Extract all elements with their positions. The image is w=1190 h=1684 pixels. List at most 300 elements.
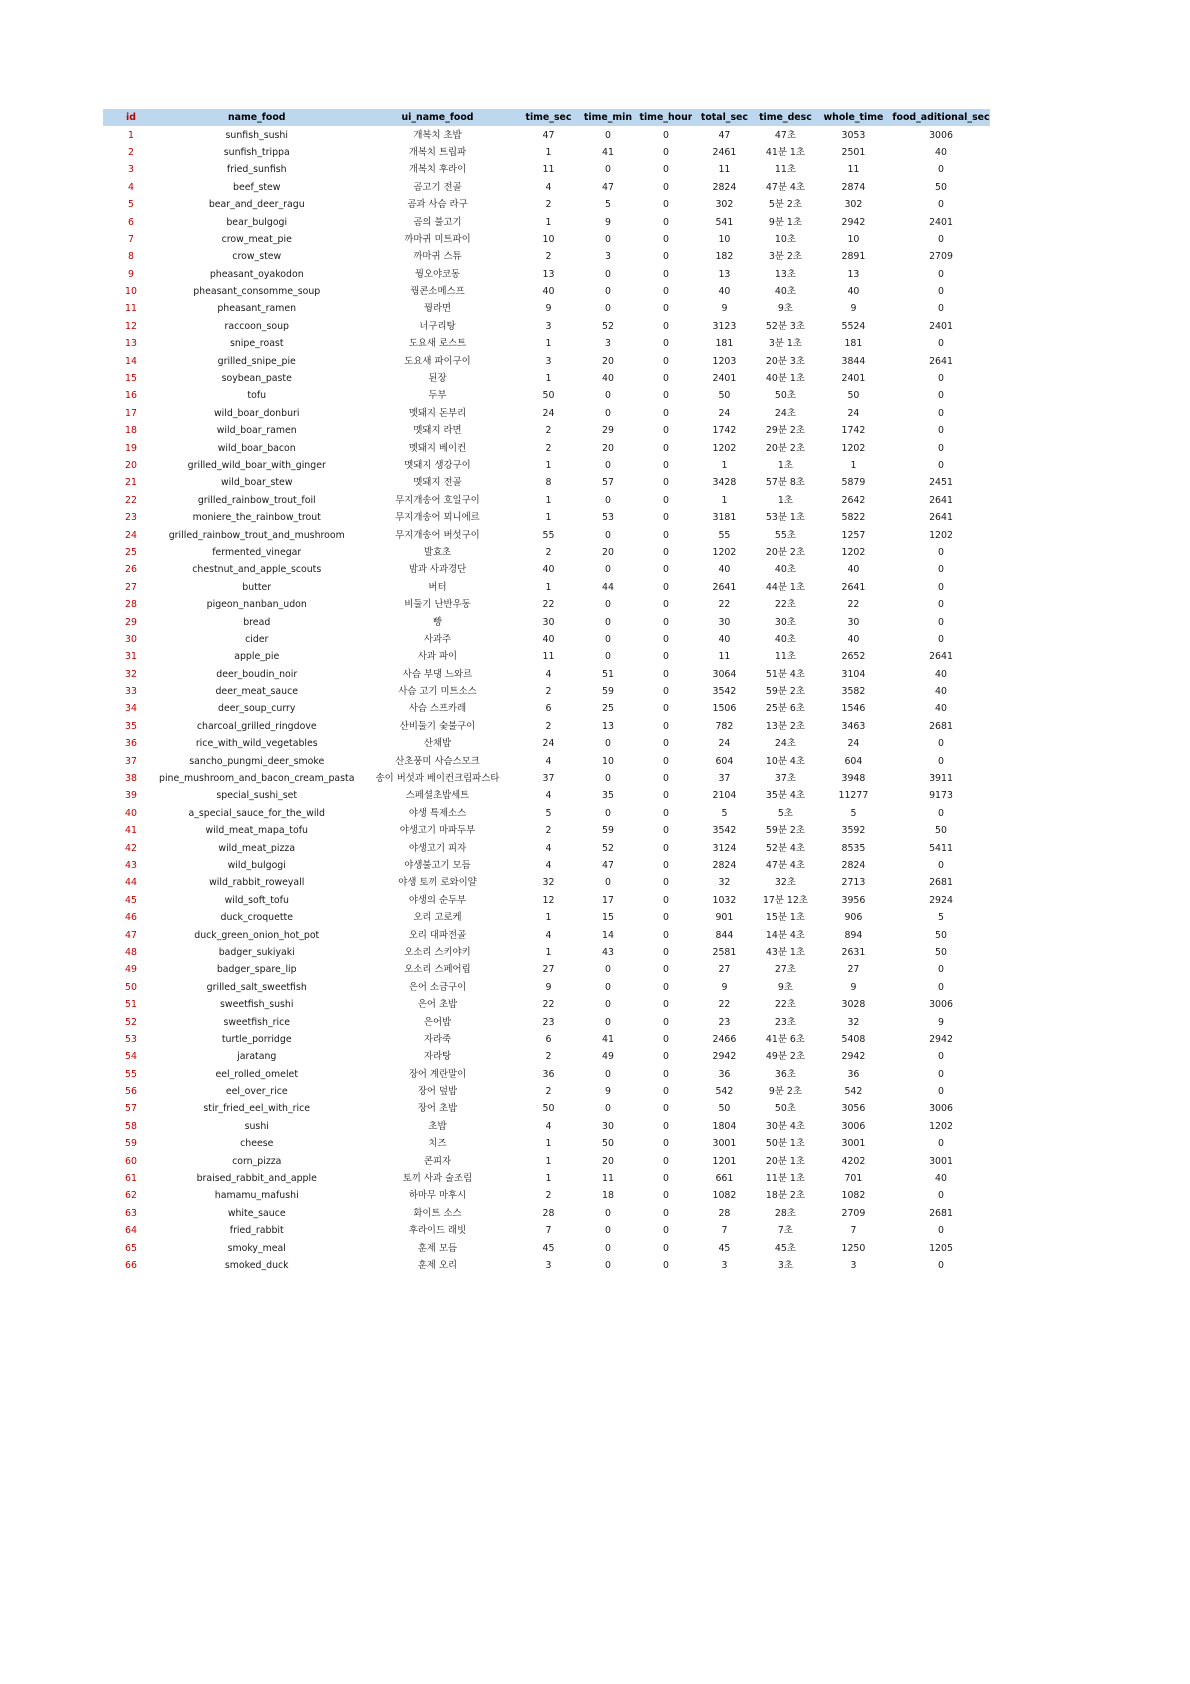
cell-time-desc: 5분 2초 xyxy=(768,199,802,211)
cell-total-sec: 10 xyxy=(718,233,731,245)
cell-time-desc: 40분 1초 xyxy=(765,373,805,385)
cell-time-hour: 0 xyxy=(662,564,669,576)
cell-id: 38 xyxy=(125,773,137,785)
cell-whole-time: 3028 xyxy=(841,999,866,1011)
cell-whole-time: 542 xyxy=(844,1086,863,1098)
cell-ui-name-food: 꿩콘소메스프 xyxy=(410,286,465,298)
cell-time-sec: 2 xyxy=(545,251,552,263)
table-row xyxy=(103,352,990,369)
cell-name-food: fermented_vinegar xyxy=(212,546,302,558)
cell-time-hour: 0 xyxy=(662,964,669,976)
cell-time-sec: 37 xyxy=(542,773,555,785)
cell-time-min: 0 xyxy=(605,407,611,419)
cell-time-sec: 1 xyxy=(545,581,552,593)
cell-total-sec: 901 xyxy=(715,912,734,924)
cell-food-aditional-sec: 0 xyxy=(938,981,944,993)
cell-time-desc: 43분 1초 xyxy=(765,946,805,958)
cell-time-sec: 55 xyxy=(542,529,555,541)
cell-time-hour: 0 xyxy=(662,790,669,802)
table-row xyxy=(103,335,990,352)
cell-id: 45 xyxy=(125,894,137,906)
cell-time-desc: 49분 2초 xyxy=(765,1051,805,1063)
cell-time-sec: 2 xyxy=(545,199,552,211)
cell-name-food: grilled_snipe_pie xyxy=(217,355,296,367)
cell-food-aditional-sec: 3911 xyxy=(929,773,953,785)
cell-whole-time: 3053 xyxy=(841,129,866,141)
cell-food-aditional-sec: 50 xyxy=(935,181,947,193)
cell-time-hour: 0 xyxy=(662,164,669,176)
cell-time-sec: 1 xyxy=(545,512,552,524)
cell-name-food: charcoal_grilled_ringdove xyxy=(196,720,317,732)
cell-time-min: 43 xyxy=(602,946,614,958)
cell-time-sec: 4 xyxy=(545,1120,552,1132)
cell-total-sec: 541 xyxy=(715,216,734,228)
cell-ui-name-food: 사과주 xyxy=(423,633,452,645)
table-row xyxy=(103,1205,990,1222)
cell-whole-time: 3001 xyxy=(841,1138,866,1150)
cell-name-food: wild_boar_donburi xyxy=(214,407,300,419)
cell-total-sec: 2824 xyxy=(712,859,737,871)
cell-id: 2 xyxy=(128,146,134,158)
cell-time-sec: 1 xyxy=(545,1155,552,1167)
cell-ui-name-food: 오소리 스키야키 xyxy=(404,946,471,958)
cell-food-aditional-sec: 40 xyxy=(935,146,947,158)
food-time-table xyxy=(103,109,990,1274)
cell-id: 61 xyxy=(125,1173,137,1185)
cell-time-min: 13 xyxy=(602,720,614,732)
column-header-time-sec: time_sec xyxy=(520,109,576,126)
cell-time-min: 0 xyxy=(605,1103,611,1115)
cell-food-aditional-sec: 2709 xyxy=(929,251,953,263)
cell-whole-time: 3006 xyxy=(841,1120,866,1132)
cell-time-sec: 1 xyxy=(545,460,552,471)
cell-name-food: sunfish_sushi xyxy=(225,129,288,141)
cell-id: 31 xyxy=(125,651,137,663)
cell-food-aditional-sec: 0 xyxy=(938,1190,944,1202)
cell-food-aditional-sec: 0 xyxy=(938,268,944,280)
cell-time-min: 50 xyxy=(602,1138,614,1150)
cell-time-desc: 23초 xyxy=(774,1016,796,1028)
column-header-food-aditional-sec: food_aditional_sec xyxy=(892,109,989,126)
cell-whole-time: 2874 xyxy=(841,181,866,193)
cell-total-sec: 50 xyxy=(718,390,731,402)
cell-whole-time: 1202 xyxy=(841,442,866,454)
cell-whole-time: 2713 xyxy=(841,877,866,889)
cell-id: 4 xyxy=(128,181,134,193)
cell-food-aditional-sec: 0 xyxy=(938,442,944,454)
cell-time-desc: 35분 4초 xyxy=(765,790,805,802)
cell-time-desc: 5초 xyxy=(777,807,793,819)
cell-ui-name-food: 곰의 불고기 xyxy=(413,216,462,228)
cell-time-desc: 53분 1초 xyxy=(765,512,805,524)
table-row xyxy=(103,161,990,178)
table-row xyxy=(103,700,990,717)
cell-id: 24 xyxy=(125,529,137,541)
cell-whole-time: 4202 xyxy=(841,1155,866,1167)
cell-time-sec: 4 xyxy=(545,842,552,854)
cell-whole-time: 1742 xyxy=(841,425,866,437)
cell-time-sec: 13 xyxy=(542,268,555,280)
cell-id: 17 xyxy=(125,407,137,419)
cell-time-desc: 20분 3초 xyxy=(765,355,805,367)
cell-whole-time: 2824 xyxy=(841,859,866,871)
cell-time-hour: 0 xyxy=(662,1086,669,1098)
cell-time-min: 59 xyxy=(602,686,614,698)
cell-name-food: wild_soft_tofu xyxy=(224,894,289,906)
cell-time-sec: 2 xyxy=(545,1190,552,1202)
cell-total-sec: 11 xyxy=(718,651,731,663)
cell-time-desc: 24초 xyxy=(774,738,796,750)
cell-whole-time: 2709 xyxy=(841,1207,866,1219)
cell-id: 53 xyxy=(125,1033,137,1045)
cell-time-desc: 45초 xyxy=(774,1242,796,1254)
cell-ui-name-food: 비둘기 난반우동 xyxy=(404,599,471,611)
cell-time-desc: 1초 xyxy=(777,494,793,506)
cell-name-food: white_sauce xyxy=(227,1207,286,1219)
cell-time-desc: 20분 2초 xyxy=(765,442,805,454)
cell-whole-time: 1 xyxy=(850,460,857,471)
cell-id: 21 xyxy=(125,477,137,489)
cell-time-desc: 59분 2초 xyxy=(765,686,805,698)
cell-whole-time: 9 xyxy=(850,303,857,315)
cell-food-aditional-sec: 3006 xyxy=(929,1103,953,1115)
cell-id: 16 xyxy=(125,390,137,402)
cell-name-food: bear_and_deer_ragu xyxy=(208,199,305,211)
cell-id: 18 xyxy=(125,425,137,437)
table-row xyxy=(103,787,990,804)
cell-total-sec: 1202 xyxy=(712,546,737,558)
table-row xyxy=(103,648,990,665)
cell-time-min: 40 xyxy=(602,373,614,385)
cell-time-hour: 0 xyxy=(662,616,669,628)
cell-time-min: 0 xyxy=(605,633,611,645)
column-header-id: id xyxy=(103,109,159,126)
cell-food-aditional-sec: 0 xyxy=(938,807,944,819)
cell-time-hour: 0 xyxy=(662,268,669,280)
cell-ui-name-food: 자라죽 xyxy=(423,1033,452,1045)
cell-time-sec: 40 xyxy=(542,633,555,645)
column-header-time-min: time_min xyxy=(576,109,639,126)
cell-time-hour: 0 xyxy=(662,233,669,245)
cell-ui-name-food: 개복치 초밥 xyxy=(413,129,462,141)
cell-name-food: eel_rolled_omelet xyxy=(215,1068,298,1080)
cell-food-aditional-sec: 0 xyxy=(938,1225,944,1237)
cell-time-sec: 11 xyxy=(542,164,555,176)
cell-time-min: 17 xyxy=(602,894,614,906)
cell-food-aditional-sec: 0 xyxy=(938,581,944,593)
cell-food-aditional-sec: 2641 xyxy=(929,494,953,506)
cell-time-hour: 0 xyxy=(662,1242,669,1254)
cell-time-min: 0 xyxy=(605,999,611,1011)
cell-time-min: 0 xyxy=(605,460,611,471)
cell-time-min: 20 xyxy=(602,546,614,558)
cell-total-sec: 55 xyxy=(718,529,731,541)
cell-time-hour: 0 xyxy=(662,442,669,454)
cell-id: 43 xyxy=(125,859,137,871)
cell-time-sec: 1 xyxy=(545,146,552,158)
cell-time-sec: 24 xyxy=(542,407,555,419)
cell-time-min: 14 xyxy=(602,929,614,941)
cell-time-hour: 0 xyxy=(662,373,669,385)
cell-food-aditional-sec: 2641 xyxy=(929,651,953,663)
cell-name-food: pine_mushroom_and_bacon_cream_pasta xyxy=(159,773,355,785)
cell-food-aditional-sec: 0 xyxy=(938,460,944,471)
cell-time-min: 0 xyxy=(605,1242,611,1254)
cell-name-food: deer_meat_sauce xyxy=(215,686,298,698)
cell-time-min: 53 xyxy=(602,512,614,524)
cell-whole-time: 9 xyxy=(850,981,857,993)
cell-name-food: moniere_the_rainbow_trout xyxy=(192,512,321,524)
cell-time-hour: 0 xyxy=(662,633,669,645)
cell-ui-name-food: 멧돼지 라면 xyxy=(413,425,462,437)
cell-total-sec: 11 xyxy=(718,164,731,176)
cell-whole-time: 2641 xyxy=(841,581,866,593)
cell-whole-time: 2642 xyxy=(841,494,866,506)
cell-ui-name-food: 화이트 소스 xyxy=(413,1207,462,1219)
cell-name-food: pheasant_consomme_soup xyxy=(193,286,321,298)
cell-time-hour: 0 xyxy=(662,1155,669,1167)
cell-time-min: 0 xyxy=(605,651,611,663)
cell-time-hour: 0 xyxy=(662,355,669,367)
table-body xyxy=(103,126,990,1274)
cell-ui-name-food: 버터 xyxy=(428,581,447,593)
cell-total-sec: 1202 xyxy=(712,442,737,454)
cell-ui-name-food: 멧돼지 베이컨 xyxy=(408,442,467,454)
table-row xyxy=(103,231,990,248)
table-row xyxy=(103,805,990,822)
cell-total-sec: 3124 xyxy=(712,842,737,854)
cell-time-sec: 7 xyxy=(545,1225,552,1237)
cell-time-sec: 1 xyxy=(545,946,552,958)
cell-ui-name-food: 곰과 사슴 라구 xyxy=(407,199,468,211)
cell-total-sec: 32 xyxy=(718,877,731,889)
table-row xyxy=(103,318,990,335)
cell-id: 11 xyxy=(125,303,137,315)
table-row xyxy=(103,213,990,230)
cell-time-sec: 24 xyxy=(542,738,555,750)
cell-time-min: 0 xyxy=(605,303,611,315)
cell-total-sec: 604 xyxy=(715,755,734,767)
cell-total-sec: 182 xyxy=(715,251,734,263)
cell-time-min: 0 xyxy=(605,564,611,576)
cell-time-sec: 4 xyxy=(545,790,552,802)
cell-whole-time: 302 xyxy=(844,199,863,211)
cell-whole-time: 24 xyxy=(847,407,860,419)
table-row xyxy=(103,631,990,648)
cell-food-aditional-sec: 50 xyxy=(935,929,947,941)
cell-time-min: 0 xyxy=(605,964,611,976)
cell-ui-name-food: 초밥 xyxy=(428,1120,447,1132)
cell-time-desc: 29분 2초 xyxy=(765,425,805,437)
cell-id: 58 xyxy=(125,1120,137,1132)
cell-time-desc: 52분 4초 xyxy=(765,842,805,854)
table-row xyxy=(103,544,990,561)
column-header-ui-name-food: ui_name_food xyxy=(354,109,520,126)
cell-food-aditional-sec: 0 xyxy=(938,616,944,628)
cell-time-min: 0 xyxy=(605,268,611,280)
cell-name-food: deer_soup_curry xyxy=(218,703,296,715)
cell-time-min: 44 xyxy=(602,581,614,593)
cell-ui-name-food: 두부 xyxy=(428,390,447,402)
cell-time-hour: 0 xyxy=(662,460,669,471)
cell-ui-name-food: 은어 소금구이 xyxy=(408,981,467,993)
cell-time-desc: 17분 12초 xyxy=(762,894,808,906)
cell-time-hour: 0 xyxy=(662,877,669,889)
cell-time-hour: 0 xyxy=(662,929,669,941)
table-row xyxy=(103,1152,990,1169)
cell-ui-name-food: 멧돼지 전골 xyxy=(413,477,462,489)
cell-ui-name-food: 빵 xyxy=(432,616,443,628)
cell-food-aditional-sec: 0 xyxy=(938,1068,944,1080)
cell-food-aditional-sec: 0 xyxy=(938,738,944,750)
cell-time-desc: 50분 1초 xyxy=(765,1138,805,1150)
cell-ui-name-food: 멧돼지 돈부리 xyxy=(408,407,467,419)
column-header-time-desc: time_desc xyxy=(756,109,814,126)
table-row xyxy=(103,979,990,996)
table-row xyxy=(103,752,990,769)
cell-id: 8 xyxy=(128,251,134,263)
table-row xyxy=(103,1065,990,1082)
cell-food-aditional-sec: 0 xyxy=(938,199,944,211)
cell-time-sec: 2 xyxy=(545,546,552,558)
cell-whole-time: 7 xyxy=(850,1225,857,1237)
cell-time-desc: 36초 xyxy=(774,1068,796,1080)
cell-total-sec: 2461 xyxy=(712,146,737,158)
cell-whole-time: 3582 xyxy=(841,686,866,698)
cell-id: 49 xyxy=(125,964,137,976)
cell-id: 7 xyxy=(128,233,134,245)
cell-time-hour: 0 xyxy=(662,981,669,993)
cell-name-food: fried_rabbit xyxy=(229,1225,284,1237)
cell-whole-time: 27 xyxy=(847,964,860,976)
cell-time-min: 0 xyxy=(605,1259,611,1271)
cell-time-desc: 40초 xyxy=(774,564,796,576)
cell-ui-name-food: 은어 초밥 xyxy=(417,999,458,1011)
cell-time-min: 0 xyxy=(605,1225,611,1237)
cell-time-hour: 0 xyxy=(662,1259,669,1271)
table-row xyxy=(103,300,990,317)
cell-time-hour: 0 xyxy=(662,912,669,924)
cell-name-food: grilled_wild_boar_with_ginger xyxy=(187,460,326,471)
cell-whole-time: 2631 xyxy=(841,946,866,958)
cell-time-min: 9 xyxy=(605,216,611,228)
cell-total-sec: 1203 xyxy=(712,355,737,367)
cell-ui-name-food: 개복치 후라이 xyxy=(408,164,467,176)
cell-time-hour: 0 xyxy=(662,407,669,419)
cell-id: 23 xyxy=(125,512,137,524)
cell-food-aditional-sec: 40 xyxy=(935,686,947,698)
cell-time-hour: 0 xyxy=(662,825,669,837)
cell-total-sec: 302 xyxy=(715,199,734,211)
cell-ui-name-food: 야생고기 마파두부 xyxy=(399,825,476,837)
cell-name-food: wild_boar_stew xyxy=(221,477,293,489)
table-row xyxy=(103,770,990,787)
cell-food-aditional-sec: 0 xyxy=(938,286,944,298)
cell-name-food: chestnut_and_apple_scouts xyxy=(192,564,322,576)
cell-time-sec: 3 xyxy=(545,355,552,367)
cell-time-desc: 7초 xyxy=(777,1225,793,1237)
table-row xyxy=(103,179,990,196)
cell-time-hour: 0 xyxy=(662,1225,669,1237)
cell-food-aditional-sec: 2641 xyxy=(929,512,953,524)
cell-time-hour: 0 xyxy=(662,129,669,141)
cell-name-food: bread xyxy=(243,616,271,628)
cell-id: 56 xyxy=(125,1086,137,1098)
cell-name-food: wild_boar_ramen xyxy=(216,425,297,437)
cell-time-min: 0 xyxy=(605,529,611,541)
cell-time-desc: 11분 1초 xyxy=(765,1173,805,1185)
header-row xyxy=(103,109,990,126)
cell-id: 48 xyxy=(125,946,137,958)
cell-whole-time: 5524 xyxy=(841,320,866,332)
table-row xyxy=(103,666,990,683)
cell-whole-time: 2501 xyxy=(841,146,866,158)
cell-time-min: 0 xyxy=(605,807,611,819)
cell-time-min: 35 xyxy=(602,790,614,802)
table-row xyxy=(103,1013,990,1030)
cell-whole-time: 2942 xyxy=(841,1051,866,1063)
cell-time-hour: 0 xyxy=(662,390,669,402)
cell-food-aditional-sec: 0 xyxy=(938,964,944,976)
table-row xyxy=(103,1222,990,1239)
cell-id: 32 xyxy=(125,668,137,680)
cell-food-aditional-sec: 40 xyxy=(935,703,947,715)
cell-id: 9 xyxy=(128,268,134,280)
table-row xyxy=(103,509,990,526)
cell-time-min: 0 xyxy=(605,773,611,785)
cell-total-sec: 37 xyxy=(718,773,731,785)
cell-name-food: sweetfish_sushi xyxy=(220,999,294,1011)
cell-time-min: 0 xyxy=(605,877,611,889)
cell-total-sec: 24 xyxy=(718,738,731,750)
cell-total-sec: 3001 xyxy=(712,1138,737,1150)
cell-food-aditional-sec: 3006 xyxy=(929,999,953,1011)
cell-name-food: pigeon_nanban_udon xyxy=(206,599,307,611)
cell-time-desc: 52분 3초 xyxy=(765,320,805,332)
cell-ui-name-food: 곰고기 전골 xyxy=(413,181,462,193)
cell-id: 40 xyxy=(125,807,137,819)
cell-time-min: 52 xyxy=(602,842,614,854)
cell-total-sec: 9 xyxy=(721,303,728,315)
cell-total-sec: 22 xyxy=(718,999,731,1011)
cell-ui-name-food: 까마귀 미트파이 xyxy=(404,233,471,245)
cell-ui-name-food: 장어 덮밥 xyxy=(417,1086,458,1098)
cell-time-sec: 6 xyxy=(545,1033,552,1045)
cell-food-aditional-sec: 0 xyxy=(938,164,944,176)
cell-time-desc: 20분 2초 xyxy=(765,546,805,558)
cell-time-min: 41 xyxy=(602,146,614,158)
cell-id: 35 xyxy=(125,720,137,732)
cell-whole-time: 604 xyxy=(844,755,863,767)
cell-time-hour: 0 xyxy=(662,738,669,750)
cell-ui-name-food: 자라탕 xyxy=(423,1051,452,1063)
table-row xyxy=(103,526,990,543)
table-row xyxy=(103,561,990,578)
cell-ui-name-food: 사과 파이 xyxy=(417,651,458,663)
table-row xyxy=(103,1048,990,1065)
table-row xyxy=(103,909,990,926)
cell-time-sec: 28 xyxy=(542,1207,555,1219)
cell-name-food: sunfish_trippa xyxy=(223,146,290,158)
cell-food-aditional-sec: 3006 xyxy=(929,129,953,141)
cell-time-hour: 0 xyxy=(662,338,669,350)
cell-name-food: braised_rabbit_and_apple xyxy=(196,1173,317,1185)
table-row xyxy=(103,1239,990,1256)
cell-time-min: 47 xyxy=(602,859,614,871)
cell-total-sec: 3542 xyxy=(712,686,737,698)
table-row xyxy=(103,405,990,422)
cell-time-hour: 0 xyxy=(662,1016,669,1028)
